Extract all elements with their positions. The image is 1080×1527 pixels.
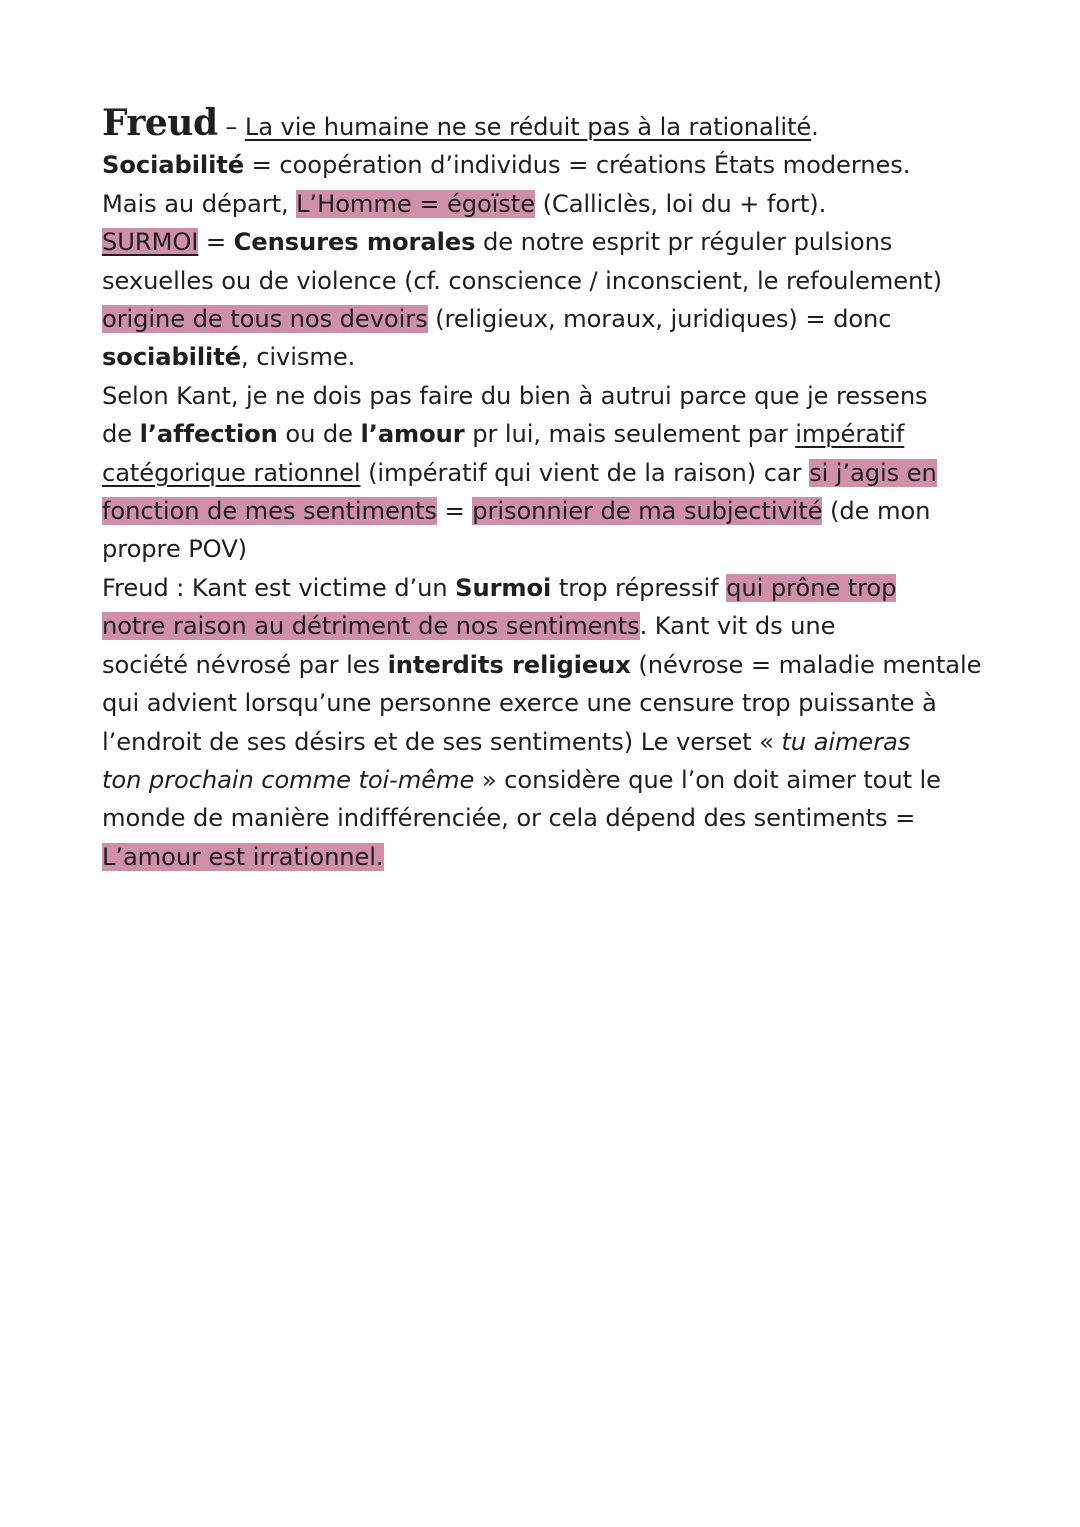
- line: [102, 761, 992, 799]
- line: [102, 723, 992, 761]
- paragraph-kant: [102, 377, 992, 569]
- text: =: [198, 228, 234, 257]
- thesis-underlined: La vie humaine ne se réduit pas à la rationalité: [244, 113, 812, 141]
- line: [102, 415, 992, 453]
- paragraph-surmoi: [102, 223, 992, 377]
- line: [102, 607, 992, 645]
- paragraph-egoiste: [102, 185, 992, 223]
- paragraph-freud-kant: [102, 569, 992, 876]
- text: =: [436, 497, 473, 526]
- text: de: [102, 420, 140, 449]
- text: trop répressif: [551, 573, 727, 602]
- line: [102, 454, 992, 492]
- italic-quote: tu aimeras: [781, 727, 911, 756]
- text: » considère que l’on doit aimer tout le: [474, 765, 941, 794]
- notes-body: [102, 104, 992, 876]
- underlined-imperatif: impératif: [795, 420, 905, 449]
- line: sexuelles ou de violence (cf. conscience / inconscient, le refoulement): [102, 266, 942, 295]
- highlight-raison-sentiments: notre raison au détriment de nos sentiments: [102, 612, 640, 641]
- text: société névrosé par les: [102, 650, 388, 679]
- dash: –: [217, 113, 245, 141]
- paragraph-freud-title: [102, 104, 992, 146]
- line: propre POV): [102, 535, 247, 564]
- bold-sociabilite: sociabilité: [102, 343, 242, 372]
- highlight-sentiments: fonction de mes sentiments: [102, 497, 437, 526]
- italic-quote: ton prochain comme toi-même: [102, 765, 475, 794]
- line: [102, 569, 992, 607]
- term-sociabilite: Sociabilité: [102, 151, 245, 180]
- text: , civisme.: [241, 343, 356, 372]
- bold-surmoi: Surmoi: [455, 573, 552, 602]
- bold-interdits-religieux: interdits religieux: [387, 650, 631, 679]
- highlight-si-jagis: si j’agis en: [809, 458, 937, 487]
- thesis-end: .: [811, 113, 819, 141]
- line: qui advient lorsqu’une personne exerce une censure trop puissante à: [102, 689, 937, 718]
- text: (Calliclès, loi du + fort).: [534, 189, 827, 218]
- text: (impératif qui vient de la raison) car: [360, 458, 810, 487]
- highlight-origine-devoirs: origine de tous nos devoirs: [102, 305, 428, 334]
- line: monde de manière indifférenciée, or cela dépend des sentiments =: [102, 804, 916, 833]
- underlined-categorique: catégorique rationnel: [102, 458, 361, 487]
- line: [102, 185, 992, 223]
- line: [102, 104, 992, 146]
- text: (religieux, moraux, juridiques) = donc: [427, 305, 892, 334]
- bold-amour: l’amour: [360, 420, 465, 449]
- line: Selon Kant, je ne dois pas faire du bien à autrui parce que je ressens: [102, 381, 928, 410]
- bold-affection: l’affection: [139, 420, 278, 449]
- highlight-subjectivite: prisonnier de ma subjectivité: [472, 497, 823, 526]
- text: pr lui, mais seulement par: [464, 420, 796, 449]
- line: [102, 646, 992, 684]
- text: (de mon: [822, 497, 931, 526]
- text: Freud : Kant est victime d’un: [102, 573, 456, 602]
- highlight-prone-trop: qui prône trop: [726, 573, 897, 602]
- text: de notre esprit pr réguler pulsions: [475, 228, 893, 257]
- text: . Kant vit ds une: [639, 612, 836, 641]
- line: [102, 838, 992, 876]
- bold-censures-morales: Censures morales: [233, 228, 476, 257]
- highlight-surmoi: SURMOI: [102, 228, 199, 257]
- paragraph-sociabilite: [102, 146, 992, 184]
- line: [102, 338, 992, 376]
- heading-freud: Freud: [102, 102, 218, 144]
- line: [102, 300, 992, 338]
- text: l’endroit de ses désirs et de ses sentiments) Le verset «: [102, 727, 782, 756]
- definition-text: = coopération d’individus = créations États modernes.: [244, 151, 911, 180]
- line: [102, 223, 992, 261]
- line: [102, 492, 992, 530]
- highlight-homme-egoiste: L’Homme = égoïste: [296, 189, 535, 218]
- text: ou de: [277, 420, 361, 449]
- highlight-amour-irrationnel: L’amour est irrationnel.: [102, 842, 384, 871]
- text: (névrose = maladie mentale: [630, 650, 982, 679]
- text: Mais au départ,: [102, 189, 297, 218]
- line: [102, 146, 992, 184]
